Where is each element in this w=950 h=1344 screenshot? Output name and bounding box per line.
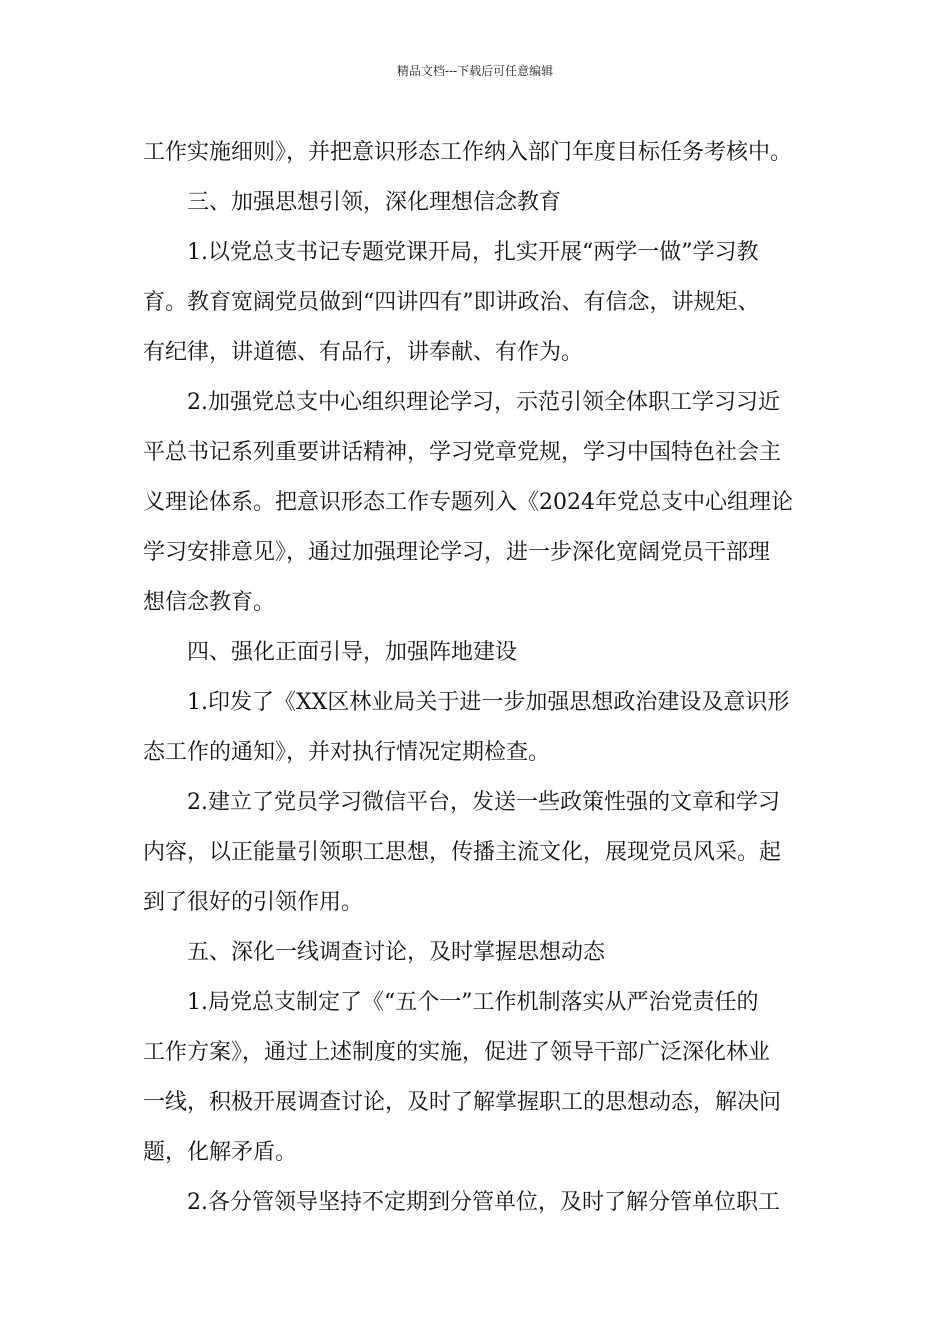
document-body <box>143 128 807 1228</box>
text-line: 2.加强党总支中心组织理论学习，示范引领全体职工学习习近 <box>187 390 780 415</box>
text-line: 有纪律，讲道德、有品行，讲奉献、有作为。 <box>143 340 584 365</box>
text-line: 内容，以正能量引领职工思想，传播主流文化，展现党员风采。起 <box>143 840 782 865</box>
text-line: 题，化解矛盾。 <box>143 1140 298 1165</box>
text-line: 想信念教育。 <box>143 590 276 615</box>
section-heading: 三、加强思想引领，深化理想信念教育 <box>187 190 562 215</box>
text-line: 2.各分管领导坚持不定期到分管单位，及时了解分管单位职工 <box>187 1190 780 1215</box>
text-line: 学习安排意见》，通过加强理论学习，进一步深化宽阔党员干部理 <box>143 540 771 565</box>
text-line: 态工作的通知》，并对执行情况定期检查。 <box>143 740 551 765</box>
text-line: 工作实施细则》，并把意识形态工作纳入部门年度目标任务考核中。 <box>143 140 793 165</box>
text-line: 2.建立了党员学习微信平台，发送一些政策性强的文章和学习 <box>187 790 780 815</box>
text-line: 平总书记系列重要讲话精神，学习党章党规，学习中国特色社会主 <box>143 440 782 465</box>
text-line: 1.以党总支书记专题党课开局，扎实开展“两学一做”学习教 <box>187 240 759 265</box>
text-line: 育。教育宽阔党员做到“四讲四有”即讲政治、有信念，讲规矩、 <box>143 290 760 315</box>
section-heading: 五、深化一线调查讨论，及时掌握思想动态 <box>187 940 606 965</box>
page-header: 精品文档---下载后可任意编辑 <box>396 64 554 78</box>
text-line: 一线，积极开展调查讨论，及时了解掌握职工的思想动态，解决问 <box>143 1090 782 1115</box>
text-line: 工作方案》，通过上述制度的实施，促进了领导干部广泛深化林业 <box>143 1040 771 1065</box>
text-line: 到了很好的引领作用。 <box>143 890 364 915</box>
section-heading: 四、强化正面引导，加强阵地建设 <box>187 640 518 665</box>
text-line: 1.局党总支制定了《“五个一”工作机制落实从严治党责任的 <box>187 990 759 1015</box>
text-line: 义理论体系。把意识形态工作专题列入《2024年党总支中心组理论 <box>143 490 793 515</box>
text-line: 1.印发了《XX区林业局关于进一步加强思想政治建设及意识形 <box>187 690 790 715</box>
